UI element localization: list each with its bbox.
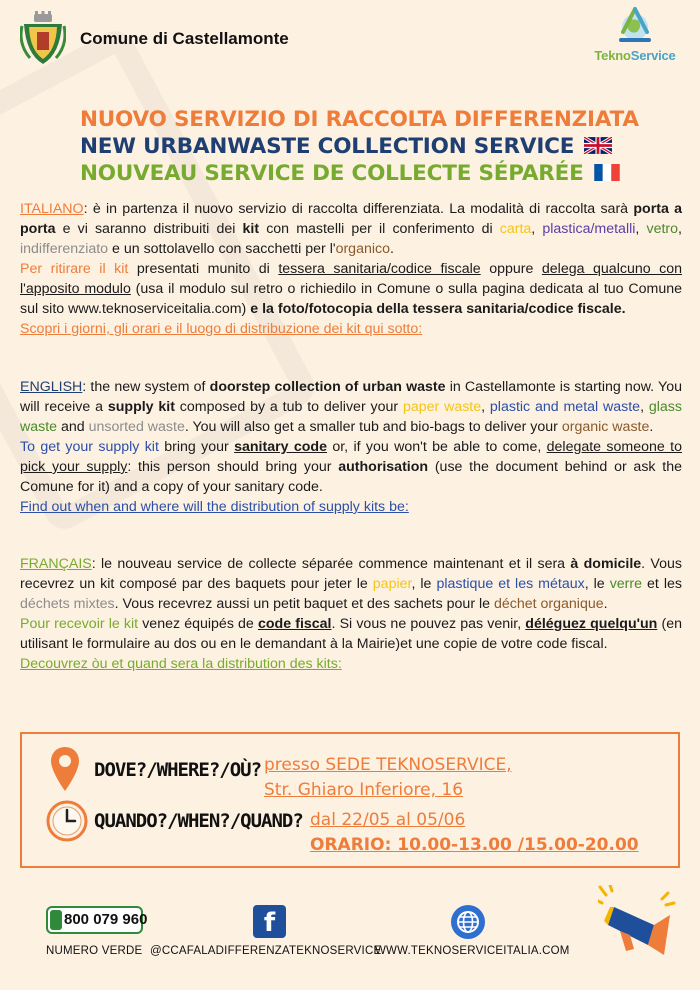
text-organico: organico xyxy=(335,241,390,257)
facebook-handle[interactable]: @CCAFALADIFFERENZATEKNOSERVICE xyxy=(150,945,382,957)
text: oppure xyxy=(480,261,542,277)
text-authorisation: authorisation xyxy=(338,459,429,475)
clock-icon xyxy=(46,800,88,842)
title-english: NEW URBANWASTE COLLECTION SERVICE xyxy=(80,134,575,159)
text: , xyxy=(481,399,490,415)
comune-name: Comune di Castellamonte xyxy=(80,29,289,48)
text-organique: déchet organique xyxy=(493,596,604,612)
text: (en utilisant le formulaire au dos ou en le demandant à la Mairie)et une copie de votre code fiscal. xyxy=(20,616,682,652)
website-link[interactable]: WWW.TEKNOSERVICEITALIA.COM xyxy=(375,945,570,957)
text: . xyxy=(649,419,654,435)
text-supply-kit: supply kit xyxy=(107,399,175,415)
text: in Castellamonte is starting now. You will receive a xyxy=(20,379,682,415)
text: e un sottolavello con sacchetti per l' xyxy=(108,241,336,257)
text-glass: glass waste xyxy=(20,399,682,435)
text: or, if you won't be able to come, xyxy=(327,439,547,455)
numero-verde-label: NUMERO VERDE xyxy=(46,945,143,957)
text-deleguez: déléguez quelqu'un xyxy=(525,616,658,632)
facebook-icon[interactable]: f xyxy=(253,905,286,938)
italiano-scopri: Scopri i giorni, gli orari e il luogo di distribuzione dei kit qui sotto: xyxy=(20,321,423,337)
text: . Vous recevrez aussi un petit baquet et des sachets pour le xyxy=(114,596,494,612)
text: et les xyxy=(642,576,682,592)
text: : è in partenza il nuovo servizio di raccolta differenziata. La modalità di raccolta sarà xyxy=(83,201,634,217)
italiano-para-1 xyxy=(20,199,682,259)
globe-icon[interactable] xyxy=(450,904,486,940)
brand-part-a: Tekno xyxy=(594,48,631,63)
text-papier: papier xyxy=(372,576,412,592)
english-para-2 xyxy=(20,437,682,497)
text-ritirare: Per ritirare il kit xyxy=(20,261,129,277)
text: . You will also get a smaller tub and bio-bags to deliver your xyxy=(184,419,562,435)
section-english xyxy=(20,377,682,517)
section-francais xyxy=(20,554,682,674)
text-plastique: plastique et les métaux xyxy=(436,576,585,592)
text: : the new system of xyxy=(82,379,210,395)
text: bring your xyxy=(158,439,235,455)
text: . Vous recevrez un kit composé par des baquets pour jeter le xyxy=(20,556,682,592)
lang-label-francais: FRANÇAIS xyxy=(20,556,92,572)
italiano-para-2 xyxy=(20,259,682,319)
brand-part-b: Service xyxy=(630,48,676,63)
english-findout: Find out when and where will the distribution of supply kits be: xyxy=(20,499,409,515)
text: presentati munito di xyxy=(128,261,279,277)
where-line-2: Str. Ghiaro Inferiore, 16 xyxy=(264,780,464,800)
text-sanitary: sanitary code xyxy=(234,439,327,455)
text: . xyxy=(603,596,608,612)
text: , xyxy=(635,221,647,237)
text-foto: e la foto/fotocopia della tessera sanitaria/codice fiscale. xyxy=(250,301,626,317)
text-domicile: à domicile xyxy=(570,556,642,572)
text: , xyxy=(678,221,682,237)
text: composed by a tub to deliver your xyxy=(174,399,403,415)
uk-flag-icon xyxy=(584,137,612,154)
text-dechets: déchets mixtes xyxy=(20,596,115,612)
distribution-info-box xyxy=(20,732,680,868)
text-unsorted: unsorted waste xyxy=(88,419,185,435)
text-carta: carta xyxy=(499,221,532,237)
when-line-1: dal 22/05 al 05/06 xyxy=(310,810,466,830)
text-vetro: vetro xyxy=(646,221,679,237)
text: , le xyxy=(584,576,610,592)
text: : le nouveau service de collecte séparée commence maintenant et il sera xyxy=(91,556,571,572)
title-english-row xyxy=(80,133,680,160)
header xyxy=(0,0,700,80)
teknoservice-logo xyxy=(585,6,685,72)
text-toget: To get your supply kit xyxy=(20,439,159,455)
phone-badge[interactable] xyxy=(46,906,148,934)
text: . Si vous ne pouvez pas venir, xyxy=(331,616,526,632)
where-label: DOVE?/WHERE?/OÙ? xyxy=(94,759,262,781)
text: : this person should bring your xyxy=(127,459,339,475)
text-recevoir: Pour recevoir le kit xyxy=(20,616,139,632)
francais-decouvrez: Decouvrez òu et quand sera la distribution des kits: xyxy=(20,656,342,672)
phone-number: 800 079 960 xyxy=(64,911,148,928)
titles xyxy=(80,106,680,187)
text-code: code fiscal xyxy=(257,616,332,632)
phone-icon xyxy=(50,910,62,930)
text-doorstep: doorstep collection of urban waste xyxy=(209,379,446,395)
text-plastica: plastica/metalli xyxy=(542,221,636,237)
lang-label-italiano: ITALIANO xyxy=(20,201,84,217)
text: . xyxy=(390,241,394,257)
francais-para-2 xyxy=(20,614,682,654)
text-plastic: plastic and metal waste xyxy=(489,399,641,415)
section-italiano xyxy=(20,199,682,339)
text: con mastelli per il conferimento di xyxy=(259,221,500,237)
text: , le xyxy=(411,576,437,592)
text: (use the document behind or ask the Comune for it) and a copy of your sanitary code. xyxy=(20,459,682,495)
francais-para-1 xyxy=(20,554,682,614)
text-organic: organic waste xyxy=(561,419,650,435)
when-label: QUANDO?/WHEN?/QUAND? xyxy=(94,810,303,832)
text-porta: porta a porta xyxy=(20,201,682,237)
text-verre: verre xyxy=(609,576,643,592)
text: (usa il modulo sul retro o richiedilo in Comune o sulla pagina dedicata al tuo Comune sul sito www.teknoserviceitalia.com) xyxy=(20,281,682,317)
english-para-1 xyxy=(20,377,682,437)
text-delegate: delegate someone to pick your supply xyxy=(20,439,682,475)
text: , xyxy=(640,399,649,415)
location-pin-icon xyxy=(50,746,80,792)
text: , xyxy=(531,221,543,237)
lang-label-english: ENGLISH xyxy=(20,379,83,395)
when-line-2: ORARIO: 10.00-13.00 /15.00-20.00 xyxy=(310,835,639,855)
text-indifferenziato: indifferenziato xyxy=(20,241,109,257)
title-italian: NUOVO SERVIZIO DI RACCOLTA DIFFERENZIATA xyxy=(80,107,639,132)
text: e vi saranno distribuiti dei xyxy=(55,221,243,237)
text: and xyxy=(57,419,89,435)
megaphone-icon xyxy=(598,885,676,965)
title-french-row xyxy=(80,160,680,187)
text-paper: paper waste xyxy=(402,399,482,415)
text-kit: kit xyxy=(242,221,260,237)
coat-of-arms-icon xyxy=(20,10,66,66)
title-french: NOUVEAU SERVICE DE COLLECTE SÉPARÉE xyxy=(80,161,584,186)
france-flag-icon xyxy=(594,164,620,181)
text-tessera: tessera sanitaria/codice fiscale xyxy=(278,261,481,277)
text: venez équipés de xyxy=(138,616,258,632)
text-delega: delega qualcuno con l'apposito modulo xyxy=(20,261,683,297)
recycle-globe-icon xyxy=(615,6,655,46)
where-line-1: presso SEDE TEKNOSERVICE, xyxy=(264,755,512,775)
